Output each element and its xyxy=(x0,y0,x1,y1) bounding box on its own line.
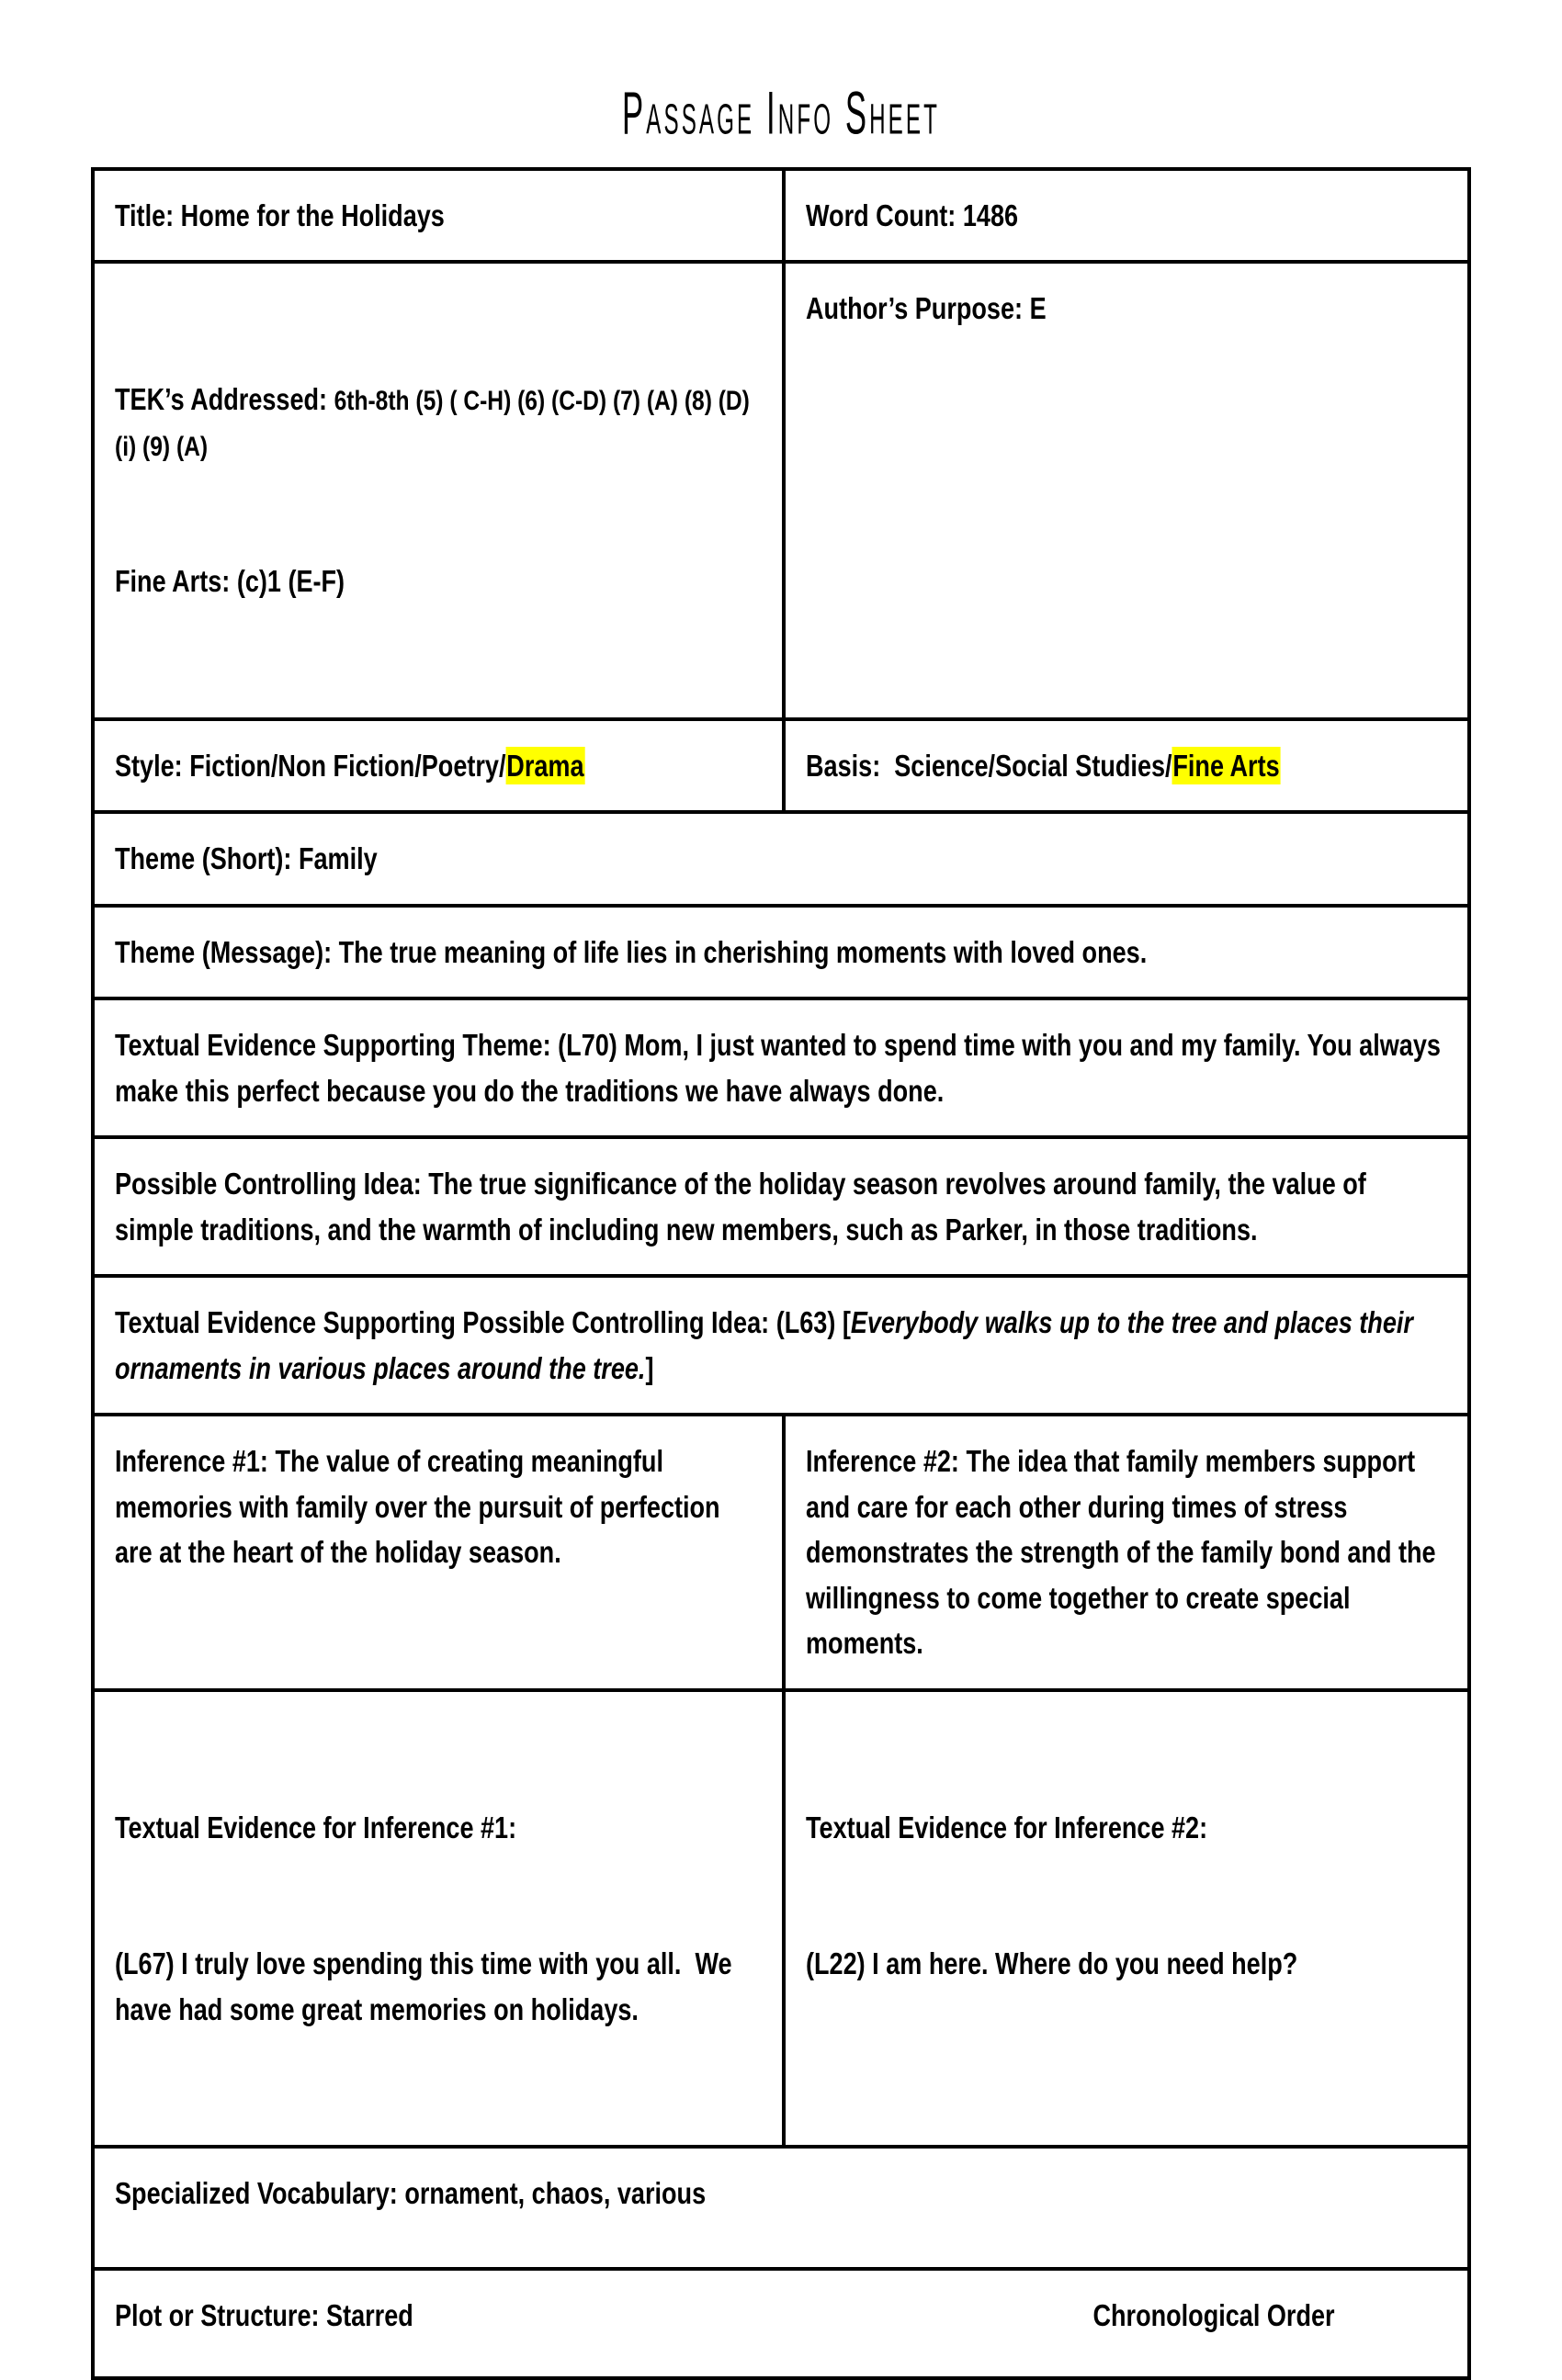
title-value: Home for the Holidays xyxy=(180,197,445,232)
evidence-theme-label: Textual Evidence Supporting Theme: xyxy=(115,1028,559,1063)
field-basis xyxy=(786,721,1467,811)
plot-structure-text xyxy=(115,2293,413,2339)
style-options: Fiction/Non Fiction/Poetry/ xyxy=(189,748,506,783)
fine-arts-value: (c)1 (E-F) xyxy=(236,564,345,599)
inference-2-label: Inference #2: xyxy=(806,1444,967,1479)
field-specialized-vocabulary xyxy=(95,2149,1467,2267)
field-word-count xyxy=(786,171,1467,261)
row-title-wordcount xyxy=(95,171,1467,261)
page-title: Passage Info Sheet xyxy=(621,78,941,147)
row-evidence-theme xyxy=(95,997,1467,1135)
row-specialized-vocabulary xyxy=(95,2145,1467,2267)
field-inference-2 xyxy=(786,1416,1467,1688)
field-theme-message xyxy=(95,908,1467,998)
inference-1-label: Inference #1: xyxy=(115,1444,276,1479)
field-evidence-theme xyxy=(95,1000,1467,1135)
evidence-inference-1-label: Textual Evidence for Inference #1: xyxy=(115,1810,517,1844)
passage-info-sheet-page xyxy=(0,78,1562,2333)
evidence-controlling-idea-label: Textual Evidence Supporting Possible Controlling Idea: xyxy=(115,1305,776,1340)
field-inference-1 xyxy=(95,1416,786,1688)
teks-line xyxy=(115,377,762,468)
field-evidence-controlling-idea xyxy=(95,1278,1467,1413)
info-table xyxy=(91,167,1471,2380)
evidence-inference-1-value: (L67) I truly love spending this time with you all. We have had some great memories on holidays. xyxy=(115,1946,740,2026)
authors-purpose-label: Author’s Purpose: xyxy=(806,291,1030,326)
field-authors-purpose xyxy=(786,264,1467,717)
row-style-basis xyxy=(95,717,1467,811)
field-teks xyxy=(95,264,786,717)
teks-label: TEK’s Addressed: xyxy=(115,382,334,417)
basis-selected-highlight: Fine Arts xyxy=(1172,748,1280,783)
title-label: Title: xyxy=(115,197,181,232)
plot-structure-note: Chronological Order xyxy=(1092,2298,1335,2333)
inference-1-value: The value of creating meaningful memories with family over the pursuit of perfection are at the heart of the holiday season. xyxy=(115,1444,728,1570)
word-count-value: 1486 xyxy=(963,197,1019,232)
basis-label: Basis: xyxy=(806,748,895,783)
theme-short-value: Family xyxy=(298,841,378,876)
row-evidence-controlling-idea xyxy=(95,1274,1467,1413)
evidence-theme-value: (L70) Mom, I just wanted to spend time with you and my family. You always make this perfect because you do the traditions we have always done. xyxy=(115,1028,1448,1108)
inference-2-value: The idea that family members support and care for each other during times of stress demonstrates the strength of the family bond and the willingness to come together to create special moments. xyxy=(806,1444,1443,1661)
row-theme-short xyxy=(95,810,1467,904)
theme-message-label: Theme (Message): xyxy=(115,934,339,969)
evidence-controlling-idea-citation-close: ] xyxy=(645,1350,654,1385)
field-evidence-inference-2 xyxy=(786,1692,1467,2146)
teks-value: 6th-8th (5) ( C-H) (6) (C-D) (7) (A) (8) (D) (i) (9) (A) xyxy=(115,386,756,462)
field-controlling-idea xyxy=(95,1139,1467,1274)
evidence-controlling-idea-citation-open: (L63) [ xyxy=(775,1305,851,1340)
basis-options: Science/Social Studies/ xyxy=(894,748,1172,783)
specialized-vocabulary-label: Specialized Vocabulary: xyxy=(115,2176,405,2211)
field-title xyxy=(95,171,786,261)
field-plot-structure xyxy=(95,2271,1467,2376)
field-evidence-inference-1 xyxy=(95,1692,786,2146)
controlling-idea-value: The true significance of the holiday season revolves around family, the value of simple traditions, and the warmth of including new members, such as Parker, in those traditions. xyxy=(115,1167,1374,1246)
evidence-controlling-idea-quote: Everybody walks up to the tree and places their ornaments in various places around the tree. xyxy=(115,1305,1421,1385)
style-label: Style: xyxy=(115,748,190,783)
authors-purpose-value: E xyxy=(1029,291,1047,326)
plot-structure-value: Starred xyxy=(326,2298,413,2333)
controlling-idea-label: Possible Controlling Idea: xyxy=(115,1167,429,1201)
theme-message-value: The true meaning of life lies in cherishing moments with loved ones. xyxy=(338,934,1148,969)
plot-structure-label: Plot or Structure: xyxy=(115,2298,327,2333)
row-inferences xyxy=(95,1413,1467,1688)
fine-arts-line xyxy=(115,558,762,604)
row-teks-purpose xyxy=(95,260,1467,717)
evidence-inference-2-label: Textual Evidence for Inference #2: xyxy=(806,1810,1208,1844)
fine-arts-label: Fine Arts: xyxy=(115,564,237,599)
theme-short-label: Theme (Short): xyxy=(115,841,299,876)
word-count-label: Word Count: xyxy=(806,197,964,232)
style-selected-highlight: Drama xyxy=(506,748,584,783)
row-plot-structure xyxy=(95,2267,1467,2376)
evidence-inference-2-value: (L22) I am here. Where do you need help? xyxy=(806,1946,1298,1981)
row-evidence-inferences xyxy=(95,1688,1467,2146)
row-controlling-idea xyxy=(95,1135,1467,1274)
field-theme-short xyxy=(95,814,1467,904)
field-style xyxy=(95,721,786,811)
row-theme-message xyxy=(95,904,1467,998)
specialized-vocabulary-value: ornament, chaos, various xyxy=(404,2176,707,2211)
